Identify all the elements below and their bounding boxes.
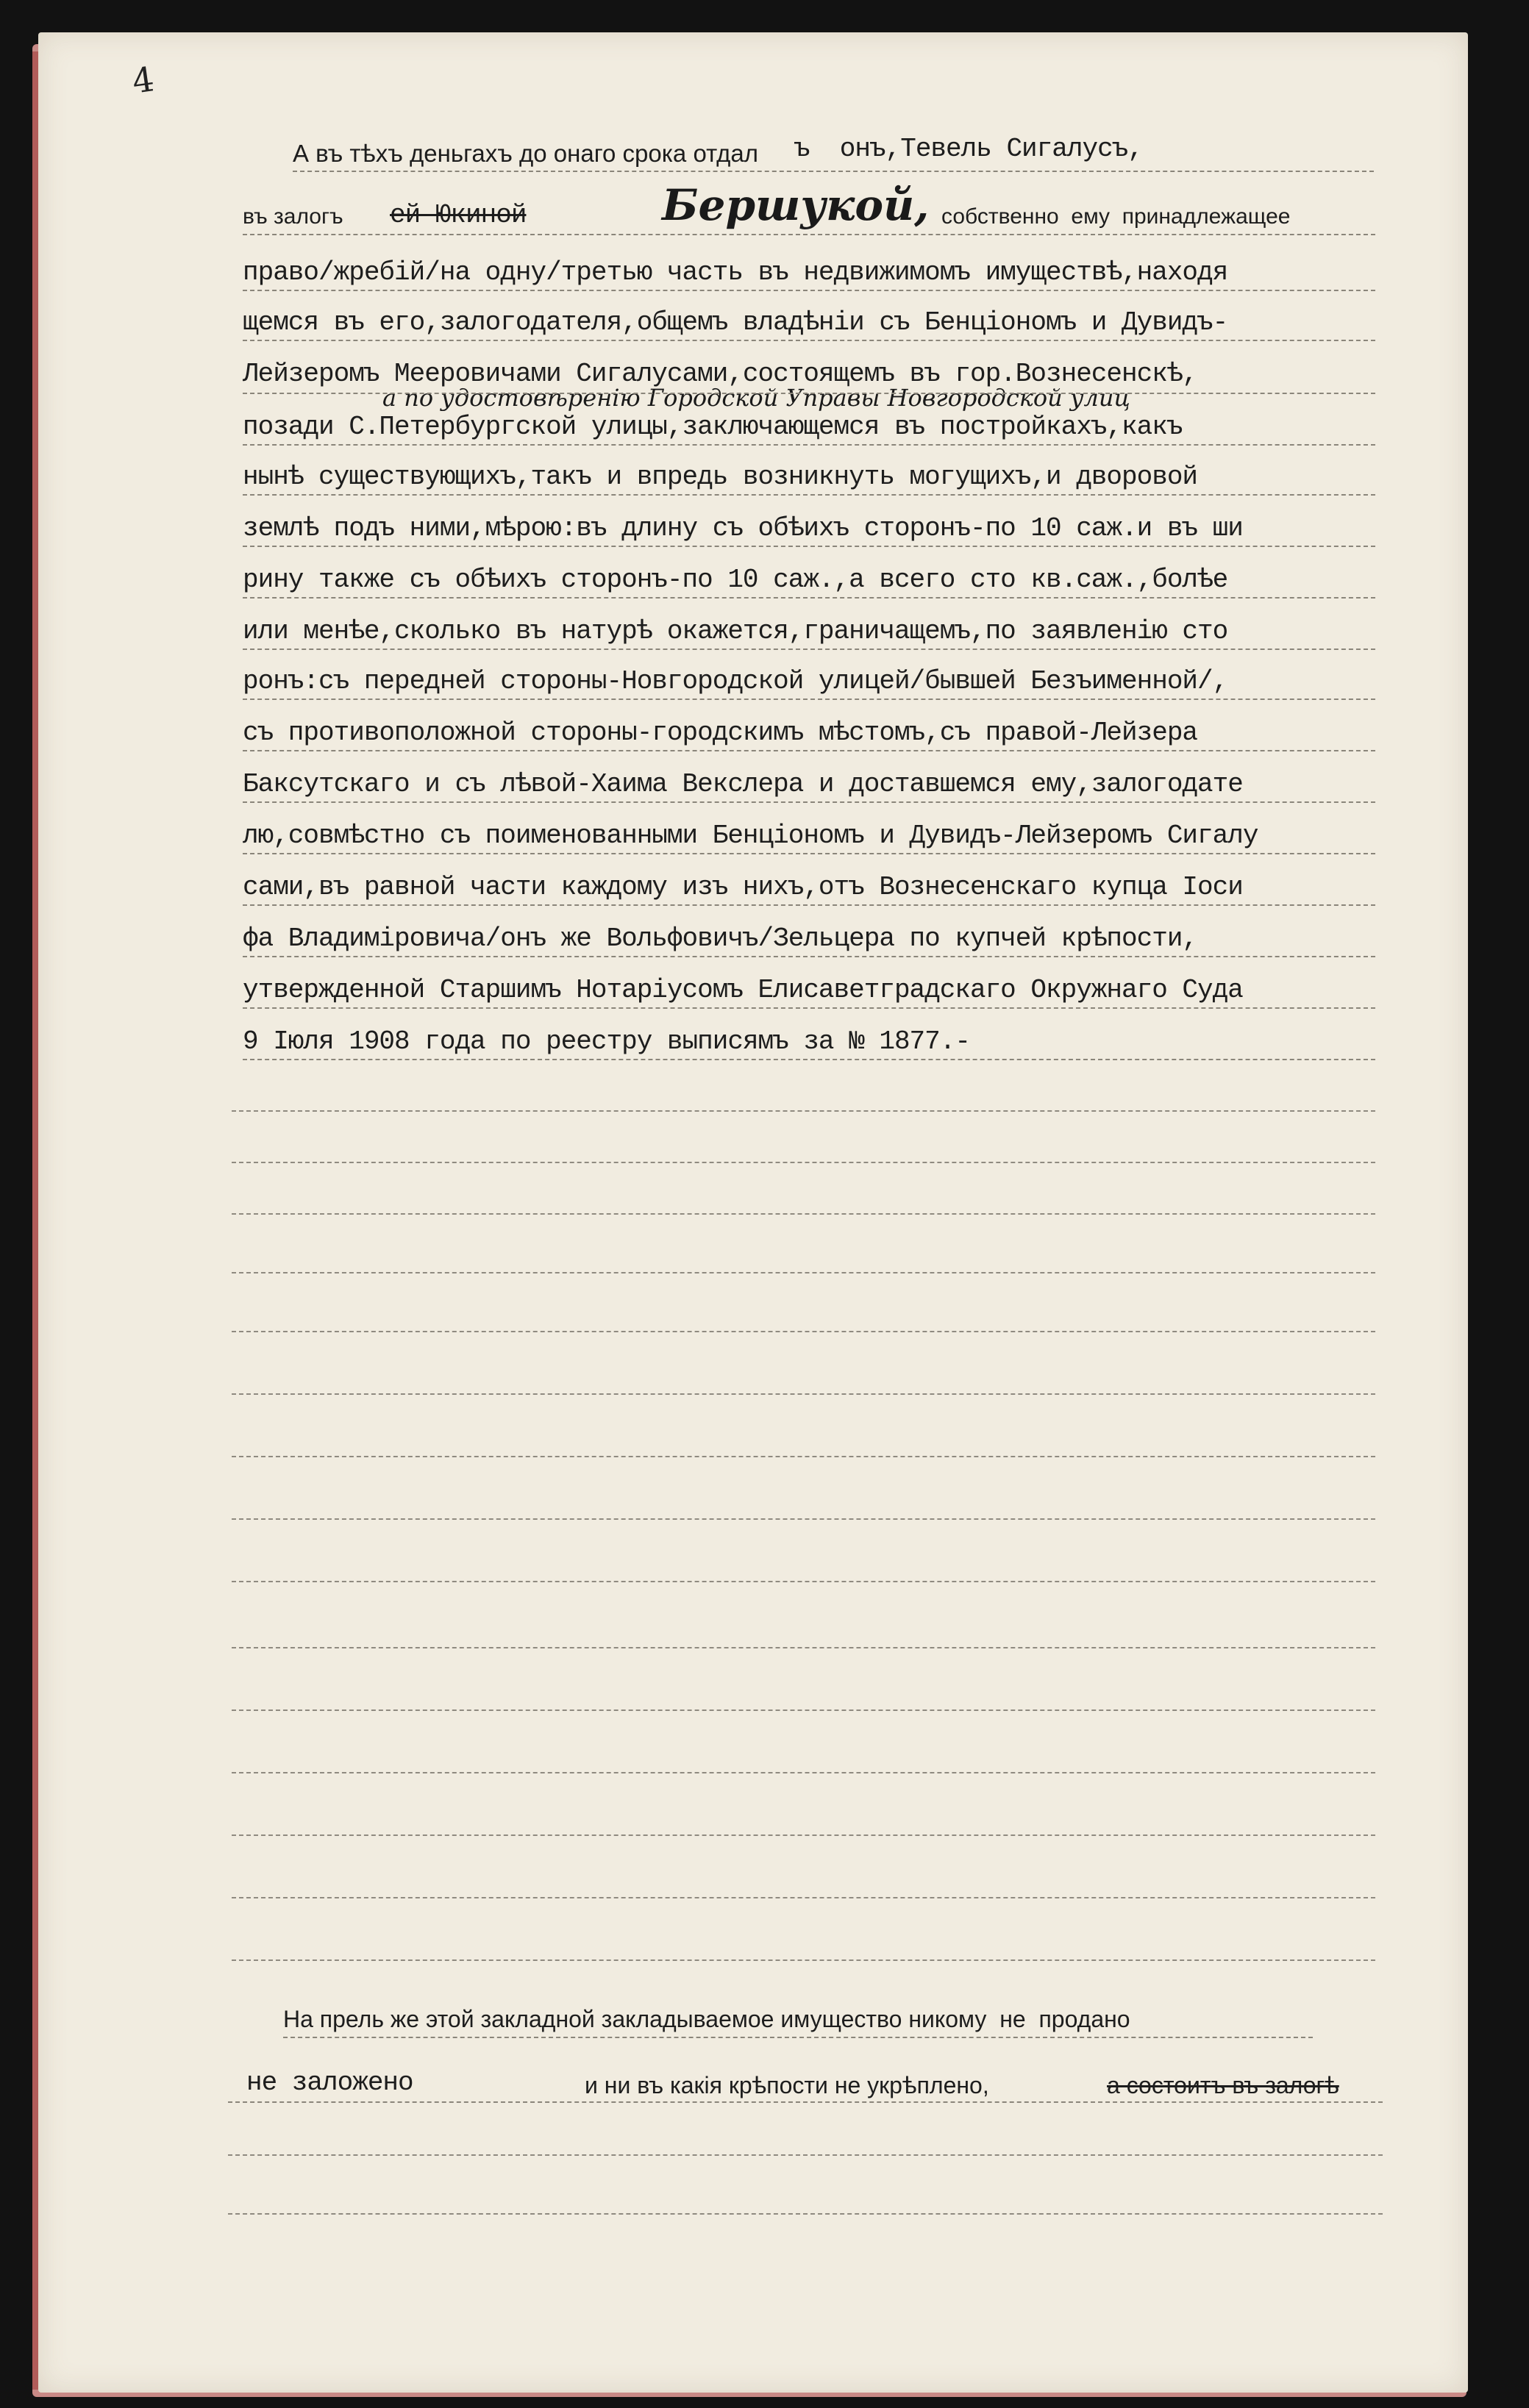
typed-line: позади С.Петербургской улицы,заключающемся въ постройкахъ,какъ (243, 412, 1183, 442)
typed-line-1: ъ онъ,Тевель Сигалусъ, (794, 134, 1143, 164)
rule (243, 597, 1375, 599)
typed-line: землѣ подъ ними,мѣрою:въ длину съ обѣихъ сторонъ-по 10 саж.и въ ши (243, 513, 1243, 543)
blank-rule (232, 1897, 1375, 1898)
typed-line: утвержденной Старшимъ Нотаріусомъ Елисаветградскаго Окружнаго Суда (243, 975, 1243, 1005)
printed-paragraph-2-line-2-middle: и ни въ какія крѣпости не укрѣплено, (585, 2072, 989, 2098)
rule (243, 853, 1375, 854)
typed-line: фа Владиміровича/онъ же Вольфовичъ/Зельцера по купчей крѣпости, (243, 923, 1198, 954)
blank-rule (232, 1110, 1375, 1112)
rule (243, 546, 1375, 547)
rule (243, 904, 1375, 906)
rule (243, 340, 1375, 341)
rule-line-2 (243, 234, 1375, 235)
blank-rule (232, 1331, 1375, 1332)
blank-rule (232, 1709, 1375, 1711)
blank-rule (232, 1834, 1375, 1836)
blank-rule (232, 1959, 1375, 1961)
rule (243, 649, 1375, 650)
rule (243, 494, 1375, 496)
rule (243, 1059, 1375, 1060)
printed-line-1-start: А въ тѣхъ деньгахъ до онаго срока отдал (293, 140, 758, 167)
typed-line: 9 Іюля 1908 года по реестру выписямъ за № 1877.- (243, 1026, 970, 1057)
typed-line: нынѣ существующихъ,такъ и впредь возникнуть могущихъ,и дворовой (243, 462, 1198, 492)
blank-rule (232, 1272, 1375, 1273)
printed-line-2-end: собственно ему принадлежащее (941, 204, 1291, 229)
typed-line: сами,въ равной части каждому изъ нихъ,отъ Вознесенскаго купца Іоси (243, 872, 1243, 902)
blank-rule (232, 1772, 1375, 1773)
rule (243, 444, 1375, 446)
blank-rule (232, 1393, 1375, 1395)
rule (243, 290, 1375, 291)
blank-rule (232, 1456, 1375, 1457)
typed-not-pledged: не заложено (246, 2068, 413, 2098)
rule (243, 699, 1375, 700)
rule-line-1 (293, 171, 1374, 172)
blank-rule (228, 2213, 1383, 2215)
typed-line: или менѣе,сколько въ натурѣ окажется,граничащемъ,по заявленію сто (243, 616, 1228, 646)
typed-line: Лейзеромъ Мееровичами Сигалусами,состоящемъ въ гор.Вознесенскѣ, (243, 359, 1198, 389)
typed-line: ронъ:съ передней стороны-Новгородской улицей/бывшей Безъименной/, (243, 666, 1228, 696)
rule-paragraph-2-line-2 (228, 2101, 1383, 2103)
typed-line: Баксутскаго и съ лѣвой-Хаима Векслера и доставшемся ему,залогодате (243, 769, 1243, 799)
printed-line-2-start: въ залогъ (243, 204, 343, 229)
printed-struck-clause: а состоитъ въ залогѣ (1107, 2072, 1339, 2098)
blank-rule (232, 1647, 1375, 1648)
rule (243, 750, 1375, 751)
blank-rule (232, 1213, 1375, 1215)
printed-paragraph-2-line-1: На прель же этой закладной закладываемое имущество никому не продано (283, 2006, 1130, 2032)
rule (243, 801, 1375, 803)
rule (243, 1007, 1375, 1009)
rule-paragraph-2-line-1 (283, 2037, 1313, 2038)
blank-rule (232, 1518, 1375, 1520)
typed-line: рину также съ обѣихъ сторонъ-по 10 саж.,а всего сто кв.саж.,болѣе (243, 565, 1228, 595)
handwritten-interlinear-note: а по удостовѣренію Городской Управы Новгородской улиц (382, 384, 1130, 412)
typed-line: щемся въ его,залогодателя,общемъ владѣніи съ Бенціономъ и Дувидъ- (243, 307, 1228, 337)
typed-struck-name: ей Юкиной (390, 200, 527, 230)
typed-line: право/жребій/на одну/третью часть въ недвижимомъ имуществѣ,находя (243, 257, 1228, 287)
rule (243, 956, 1375, 957)
corner-page-mark: 4 (129, 59, 157, 101)
rule (243, 393, 1375, 394)
blank-rule (228, 2154, 1383, 2156)
blank-rule (232, 1162, 1375, 1163)
blank-rule (232, 1581, 1375, 1582)
handwritten-surname: Бершукой, (662, 180, 930, 230)
typed-line: лю,совмѣстно съ поименованными Бенціономъ и Дувидъ-Лейзеромъ Сигалу (243, 821, 1258, 851)
typed-line: съ противоположной стороны-городскимъ мѣстомъ,съ правой-Лейзера (243, 718, 1198, 748)
